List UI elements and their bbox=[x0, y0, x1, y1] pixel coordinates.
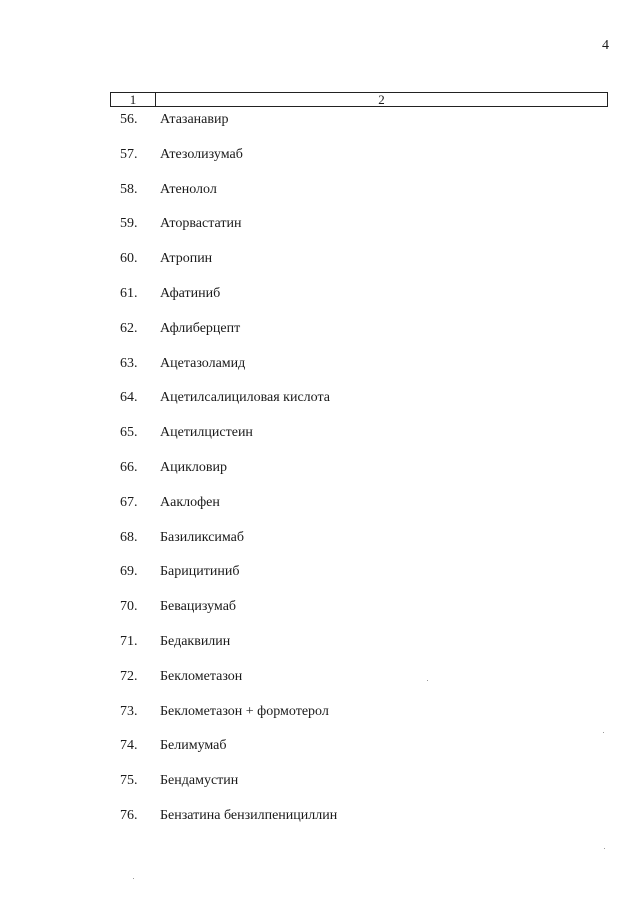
item-name: Атезолизумаб bbox=[160, 146, 243, 162]
scan-speck bbox=[603, 732, 604, 733]
list-item bbox=[0, 421, 639, 456]
item-number: 74. bbox=[120, 738, 138, 754]
item-name: Афлиберцепт bbox=[160, 320, 241, 336]
list-item bbox=[0, 630, 639, 665]
drug-list bbox=[0, 108, 639, 839]
item-number: 65. bbox=[120, 425, 138, 441]
table-header-col1: 1 bbox=[111, 93, 156, 106]
item-number: 73. bbox=[120, 703, 138, 719]
list-item bbox=[0, 769, 639, 804]
item-name: Ацикловир bbox=[160, 459, 227, 475]
item-name: Атенолол bbox=[160, 181, 217, 197]
item-name: Беклометазон + формотерол bbox=[160, 703, 329, 719]
item-name: Беклометазон bbox=[160, 668, 243, 684]
item-number: 70. bbox=[120, 599, 138, 615]
item-name: Бедаквилин bbox=[160, 633, 231, 649]
item-name: Аторвастатин bbox=[160, 216, 242, 232]
item-name: Ацетилсалициловая кислота bbox=[160, 390, 330, 406]
item-number: 76. bbox=[120, 807, 138, 823]
list-item bbox=[0, 282, 639, 317]
item-name: Атазанавир bbox=[160, 112, 229, 127]
table-header bbox=[110, 92, 608, 107]
item-number: 71. bbox=[120, 633, 138, 649]
list-item bbox=[0, 352, 639, 387]
list-item bbox=[0, 665, 639, 700]
page-number: 4 bbox=[602, 38, 609, 53]
scan-speck bbox=[427, 680, 428, 681]
item-name: Атропин bbox=[160, 251, 213, 267]
list-item bbox=[0, 212, 639, 247]
item-number: 56. bbox=[120, 112, 138, 127]
item-number: 60. bbox=[120, 251, 138, 267]
item-number: 59. bbox=[120, 216, 138, 232]
item-name: Бевацизумаб bbox=[160, 599, 237, 615]
item-number: 61. bbox=[120, 285, 138, 301]
list-item bbox=[0, 178, 639, 213]
item-number: 66. bbox=[120, 459, 138, 475]
item-name: Бензатина бензилпенициллин bbox=[160, 807, 338, 823]
list-item bbox=[0, 560, 639, 595]
item-name: Аaклофен bbox=[160, 494, 220, 510]
item-number: 72. bbox=[120, 668, 138, 684]
item-number: 62. bbox=[120, 320, 138, 336]
item-name: Белимумаб bbox=[160, 738, 227, 754]
item-name: Базиликсимаб bbox=[160, 529, 245, 545]
list-item bbox=[0, 734, 639, 769]
item-number: 67. bbox=[120, 494, 138, 510]
item-name: Афатиниб bbox=[160, 285, 221, 301]
list-item bbox=[0, 700, 639, 735]
item-number: 64. bbox=[120, 390, 138, 406]
scan-speck bbox=[133, 878, 134, 879]
list-item bbox=[0, 108, 639, 143]
list-item bbox=[0, 456, 639, 491]
item-name: Барицитиниб bbox=[160, 564, 240, 580]
list-item bbox=[0, 143, 639, 178]
scan-speck bbox=[604, 848, 605, 849]
item-number: 69. bbox=[120, 564, 138, 580]
list-item bbox=[0, 247, 639, 282]
table-header-col2: 2 bbox=[378, 92, 385, 107]
item-number: 68. bbox=[120, 529, 138, 545]
item-number: 58. bbox=[120, 181, 138, 197]
item-number: 57. bbox=[120, 146, 138, 162]
item-name: Ацетазоламид bbox=[160, 355, 246, 371]
item-number: 63. bbox=[120, 355, 138, 371]
list-item bbox=[0, 526, 639, 561]
list-item bbox=[0, 491, 639, 526]
item-name: Ацетилцистеин bbox=[160, 425, 253, 441]
list-item bbox=[0, 804, 639, 839]
list-item bbox=[0, 595, 639, 630]
list-item bbox=[0, 386, 639, 421]
item-name: Бендамустин bbox=[160, 773, 239, 789]
list-item bbox=[0, 317, 639, 352]
item-number: 75. bbox=[120, 773, 138, 789]
